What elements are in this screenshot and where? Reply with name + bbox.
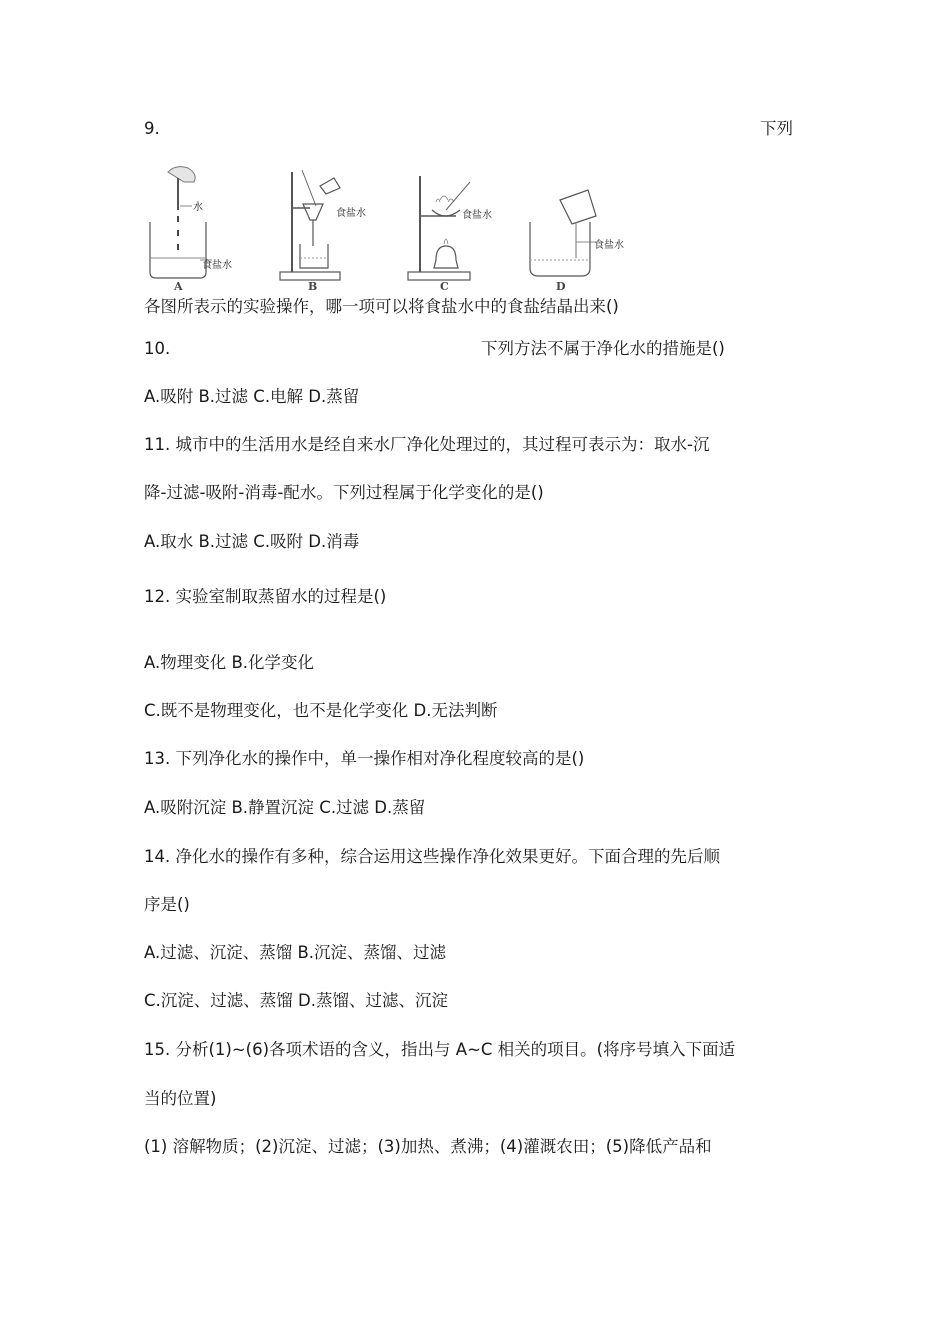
figure-a-letter: A — [174, 280, 183, 290]
figure-b — [280, 170, 366, 290]
experiment-figure — [140, 160, 660, 290]
figure-a-water-label: 水 — [193, 202, 203, 213]
q14-line1: 14. 净化水的操作有多种，综合运用这些操作净化效果更好。下面合理的先后顺 — [144, 847, 720, 866]
q9-figure — [140, 160, 660, 290]
q11-options: A.取水 B.过滤 C.吸附 D.消毒 — [144, 532, 360, 551]
figure-c-letter: C — [440, 280, 449, 290]
figure-d-salt-label: 食盐水 — [594, 240, 624, 251]
q12-options1: A.物理变化 B.化学变化 — [144, 653, 315, 672]
figure-b-salt-label: 食盐水 — [336, 208, 366, 219]
q10-options: A.吸附 B.过滤 C.电解 D.蒸留 — [144, 387, 360, 406]
figure-c-salt-label: 食盐水 — [462, 210, 492, 221]
q9-question: 各图所表示的实验操作，哪一项可以将食盐水中的食盐结晶出来() — [144, 297, 619, 316]
q10-number: 10. — [144, 339, 171, 358]
q11-line2: 降-过滤-吸附-消毒-配水。下列过程属于化学变化的是() — [144, 483, 544, 502]
q15-line3: (1) 溶解物质；(2)沉淀、过滤；(3)加热、煮沸；(4)灌溉农田；(5)降低产品和 — [144, 1137, 712, 1156]
q14-line2: 序是() — [144, 895, 190, 914]
q10-text: 下列方法不属于净化水的措施是() — [481, 339, 725, 358]
q15-line2: 当的位置) — [144, 1089, 217, 1108]
figure-a-salt-label: 食盐水 — [202, 260, 232, 271]
figure-b-letter: B — [308, 280, 318, 290]
q13-options: A.吸附沉淀 B.静置沉淀 C.过滤 D.蒸留 — [144, 798, 426, 817]
figure-a — [150, 167, 232, 290]
q14-options2: C.沉淀、过滤、蒸馏 D.蒸馏、过滤、沉淀 — [144, 991, 448, 1010]
q13-text: 13. 下列净化水的操作中，单一操作相对净化程度较高的是() — [144, 749, 585, 768]
q12-options2: C.既不是物理变化，也不是化学变化 D.无法判断 — [144, 701, 498, 720]
q9-tail: 下列 — [760, 119, 793, 138]
q9-number: 9. — [144, 119, 160, 138]
q12-text: 12. 实验室制取蒸留水的过程是() — [144, 587, 387, 606]
q11-line1: 11. 城市中的生活用水是经自来水厂净化处理过的，其过程可表示为：取水-沉 — [144, 435, 710, 454]
figure-c — [408, 176, 492, 290]
q14-options1: A.过滤、沉淀、蒸馏 B.沉淀、蒸馏、过滤 — [144, 943, 447, 962]
q15-line1: 15. 分析(1)~(6)各项术语的含义，指出与 A~C 相关的项目。(将序号填入下面适 — [144, 1040, 736, 1059]
figure-d-letter: D — [556, 280, 566, 290]
figure-d — [530, 190, 624, 290]
